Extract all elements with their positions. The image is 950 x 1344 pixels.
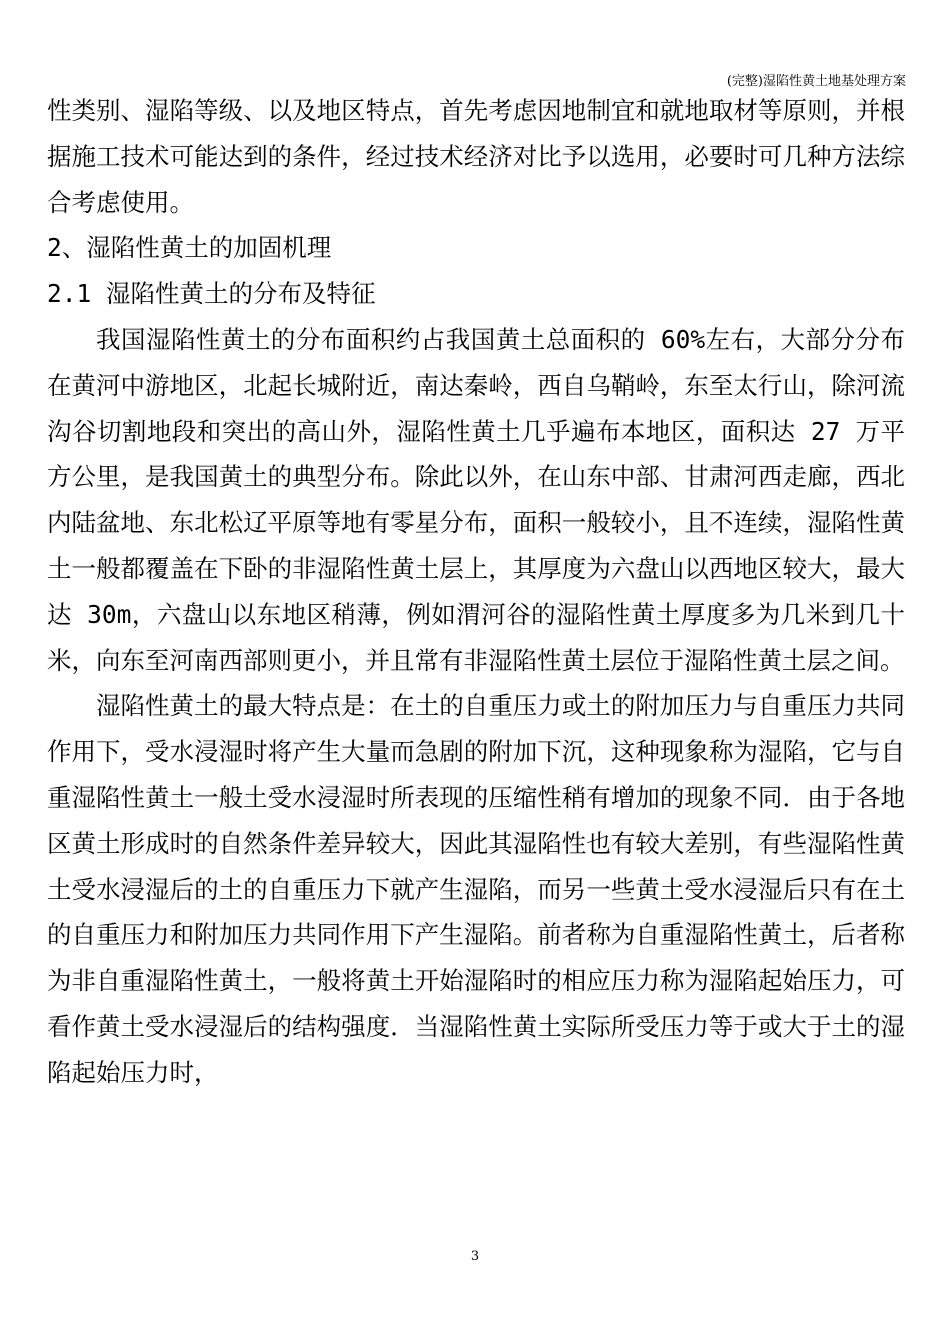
section-heading: 2、湿陷性黄土的加固机理 xyxy=(47,233,332,263)
paragraph-characteristics: 湿陷性黄土的最大特点是：在土的自重压力或土的附加压力与自重压力共同作用下，受水浸湿时将产生大量而急剧的附加下沉，这种现象称为湿陷，它与自重湿陷性黄土一般土受水浸湿时所表现的压缩性稍有增加的现象不同．由于各地区黄土形成时的自然条件差异较大，因此其湿陷性也有较大差别，有些湿陷性黄土受水浸湿后的土的自重压力下就产生湿陷，而另一些黄土受水浸湿后只有在土的自重压力和附加压力共同作用下产生湿陷。前者称为自重湿陷性黄土，后者称为非自重湿陷性黄土，一般将黄土开始湿陷时的相应压力称为湿陷起始压力，可看作黄土受水浸湿后的结构强度．当湿陷性黄土实际所受压力等于或大于土的湿陷起始压力时， xyxy=(47,691,905,1087)
subsection-heading: 2.1 湿陷性黄土的分布及特征 xyxy=(47,279,376,309)
body-text xyxy=(47,88,905,1096)
paragraph-distribution: 我国湿陷性黄土的分布面积约占我国黄土总面积的 60%左右，大部分分布在黄河中游地区，北起长城附近，南达秦岭，西自乌鞘岭，东至太行山，除河流沟谷切割地段和突出的高山外，湿陷性黄土几乎遍布本地区，面积达 27 万平方公里，是我国黄土的典型分布。除此以外，在山东中部、甘肃河西走廊，西北内陆盆地、东北松辽平原等地有零星分布，面积一般较小，且不连续，湿陷性黄土一般都覆盖在下卧的非湿陷性黄土层上，其厚度为六盘山以西地区较大，最大达 30m，六盘山以东地区稍薄，例如渭河谷的湿陷性黄土厚度多为几米到几十米，向东至河南西部则更小，并且常有非湿陷性黄土层位于湿陷性黄土层之间。 xyxy=(47,324,905,675)
running-header: (完整)湿陷性黄土地基处理方案 xyxy=(726,74,906,89)
page-number: 3 xyxy=(470,1249,480,1264)
paragraph-continued: 性类别、湿陷等级、以及地区特点，首先考虑因地制宜和就地取材等原则，并根据施工技术可能达到的条件，经过技术经济对比予以选用，必要时可几种方法综合考虑使用。 xyxy=(47,96,905,217)
